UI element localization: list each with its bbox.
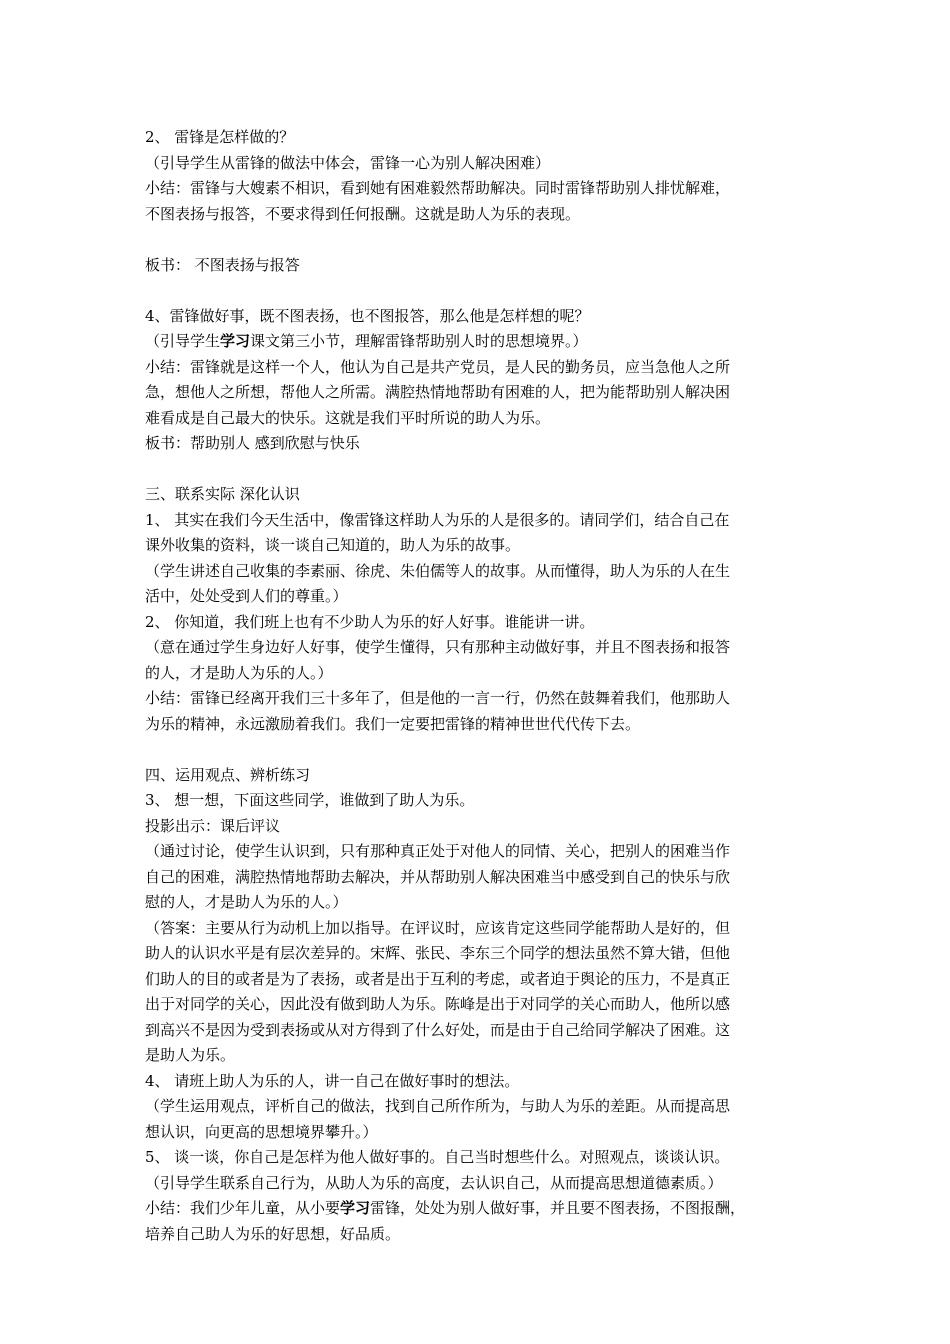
text-line: （通过讨论，使学生认识到，只有那种真正处于对他人的同情、关心，把别人的困难当作 (145, 842, 731, 860)
text-line: （引导学生联系自己行为，从助人为乐的高度，去认识自己，从而提高思想道德素质。） (145, 1173, 723, 1192)
text-line: 小结：雷锋就是这样一个人，他认为自己是共产党员，是人民的勤务员，应当急他人之所 (145, 357, 731, 376)
text-line: 的人，才是助人为乐的人。） (145, 663, 333, 682)
text-line: 活中，处处受到人们的尊重。） (145, 587, 348, 605)
text-line: 急，想他人之所想，帮他人之所需。满腔热情地帮助有困难的人，把为能帮助别人解决困 (145, 383, 731, 401)
text-line (145, 1196, 825, 1222)
text-line: （引导学生从雷锋的做法中体会，雷锋一心为别人解决困难） (145, 153, 551, 172)
blank-line (145, 737, 825, 763)
text-line: 们助人的目的或者是为了表扬，或者是出于互利的考虑，或者迫于舆论的压力，不是真正 (145, 969, 731, 988)
text-line: 四、运用观点、辨析练习 (145, 765, 311, 784)
text-line: 3、 想一想，下面这些同学，谁做到了助人为乐。 (145, 791, 475, 809)
line-text: （引导学生 (145, 332, 221, 350)
text-line: （意在通过学生身边好人好事，使学生懂得，只有那种主动做好事，并且不图表扬和报答 (145, 638, 731, 656)
text-line: 到高兴不是因为受到表扬或从对方得到了什么好处，而是由于自己给同学解决了困难。这 (145, 1020, 731, 1039)
text-line: 助人的认识水平是有层次差异的。宋辉、张民、李东三个同学的想法虽然不算大错，但他 (145, 944, 731, 962)
text-line: 课外收集的资料，谈一谈自己知道的，助人为乐的故事。 (145, 536, 521, 554)
blank-line (145, 227, 825, 253)
line-text: 课文第三小节，理解雷锋帮助别人时的思想境界。） (250, 332, 588, 350)
text-line: 为乐的精神，永远激励着我们。我们一定要把雷锋的精神世世代代传下去。 (145, 714, 641, 733)
text-line: 想认识，向更高的思想境界攀升。） (145, 1122, 378, 1141)
text-line (145, 329, 825, 355)
text-line: 5、 谈一谈，你自己是怎样为他人做好事的。自己当时想些什么。对照观点，谈谈认识。 (145, 1148, 730, 1166)
text-line: 出于对同学的关心，因此没有做到助人为乐。陈峰是出于对同学的关心而助人，他所以感 (145, 995, 731, 1013)
text-line: 不图表扬与报答，不要求得到任何报酬。这就是助人为乐的表现。 (145, 204, 581, 223)
text-line: （学生运用观点，评析自己的做法，找到自己所作所为，与助人为乐的差距。从而提高思 (145, 1097, 731, 1115)
line-text: 小结：我们少年儿童，从小要 (145, 1199, 341, 1217)
text-line: 是助人为乐。 (145, 1046, 236, 1064)
text-line: （答案：主要从行为动机上加以指导。在评议时，应该肯定这些同学能帮助人是好的，但 (145, 918, 731, 937)
text-line: 2、 雷锋是怎样做的？ (145, 128, 295, 146)
text-line: 培养自己助人为乐的好思想，好品质。 (145, 1224, 401, 1243)
text-line: 难看成是自己最大的快乐。这就是我们平时所说的助人为乐。 (145, 408, 551, 427)
text-line: 小结：雷锋与大嫂素不相识，看到她有困难毅然帮助解决。同时雷锋帮助别人排忧解难， (145, 179, 731, 197)
text-line: 4、 请班上助人为乐的人，讲一自己在做好事时的想法。 (145, 1071, 520, 1090)
line-text: 雷锋，处处为别人做好事，并且要不图表扬，不图报酬， (370, 1199, 746, 1217)
text-line: 2、 你知道，我们班上也有不少助人为乐的好人好事。谁能讲一讲。 (145, 612, 595, 631)
text-line: 自己的困难，满腔热情地帮助去解决，并从帮助别人解决困难当中感受到自己的快乐与欣 (145, 867, 731, 886)
blank-line (145, 457, 825, 483)
bold-keyword: 学习 (220, 332, 251, 350)
document-page (145, 125, 825, 1247)
text-line: 慰的人，才是助人为乐的人。） (145, 893, 348, 911)
text-line: 三、联系实际 深化认识 (145, 485, 300, 503)
text-line: 1、 其实在我们今天生活中，像雷锋这样助人为乐的人是很多的。请同学们，结合自己在 (145, 510, 730, 529)
text-line: 板书： 不图表扬与报答 (145, 255, 300, 274)
text-line: 投影出示：课后评议 (145, 816, 281, 835)
text-line: 4、雷锋做好事，既不图表扬，也不图报答，那么他是怎样想的呢？ (145, 306, 590, 325)
text-line: 板书：帮助别人 感到欣慰与快乐 (145, 434, 360, 452)
bold-keyword: 学习 (340, 1199, 371, 1217)
blank-line (145, 278, 825, 304)
text-line: 小结：雷锋已经离开我们三十多年了，但是他的一言一行，仍然在鼓舞着我们，他那助人 (145, 689, 731, 707)
text-line: （学生讲述自己收集的李素丽、徐虎、朱伯儒等人的故事。从而懂得，助人为乐的人在生 (145, 561, 731, 580)
